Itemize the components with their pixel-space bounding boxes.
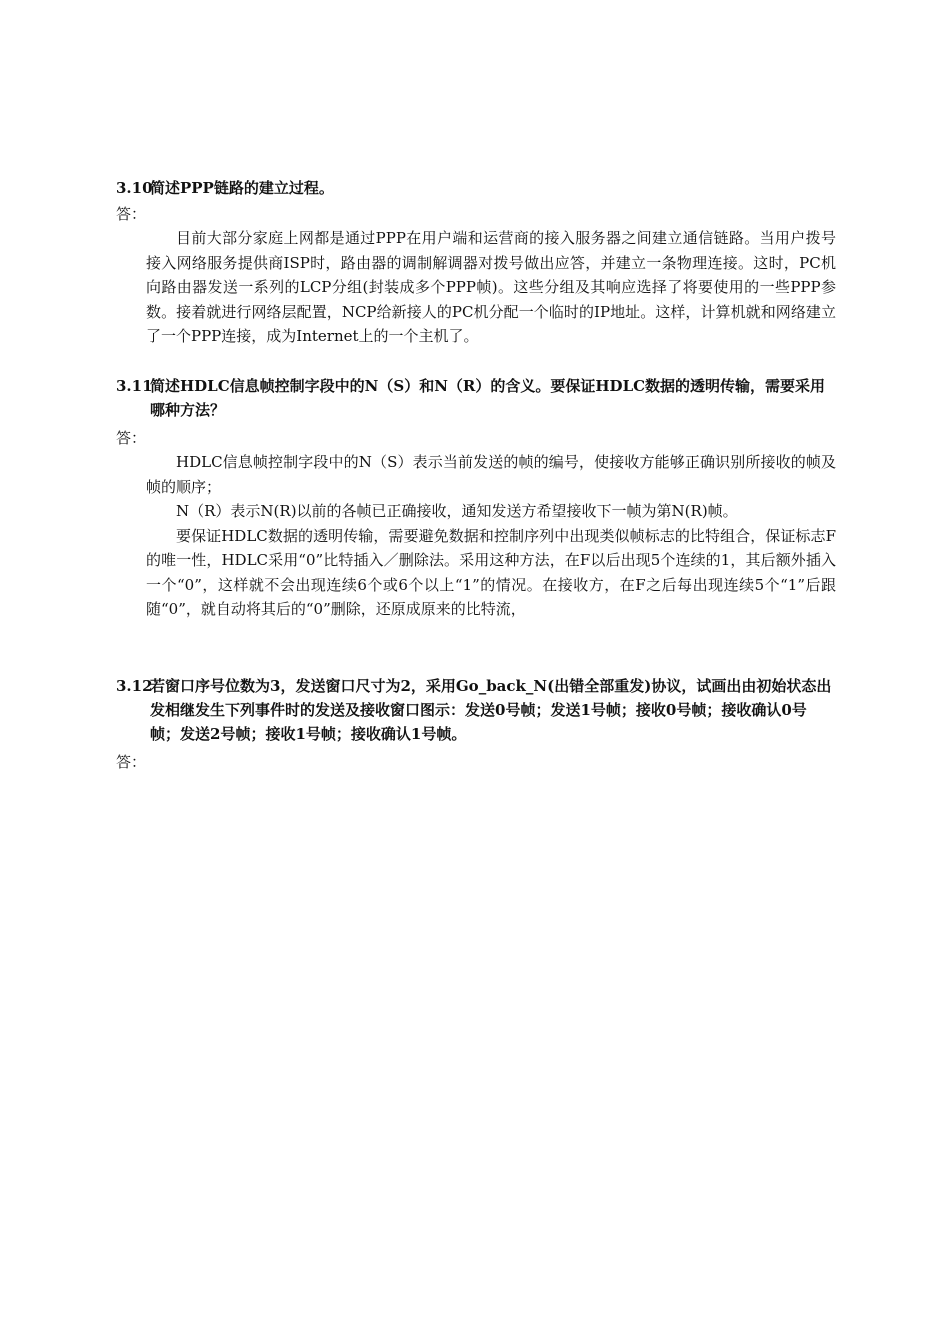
- answer-paragraph: 目前大部分家庭上网都是通过PPP在用户端和运营商的接入服务器之间建立通信链路。当用户拨号接入网络服务提供商ISP时，路由器的调制解调器对拨号做出应答，并建立一条物理连接。这时，PC机向路由器发送一系列的LCP分组(封装成多个PPP帧)。这些分组及其响应选择了将要使用的一些PPP参数。接着就进行网络层配置，NCP给新接人的PC机分配一个临时的IP地址。这样，计算机就和网络建立了一个PPP连接，成为Internet上的一个主机了。: [146, 229, 836, 345]
- answer-label: 答：: [116, 429, 147, 447]
- question-3-12: [116, 674, 836, 746]
- answer-3-10: [146, 226, 836, 349]
- answer-paragraph: HDLC信息帧控制字段中的N（S）表示当前发送的帧的编号，使接收方能够正确识别所接收的帧及帧的顺序；: [146, 453, 836, 496]
- question-number: 3.11: [116, 377, 153, 395]
- question-3-10: [116, 176, 836, 200]
- question-title: 简述PPP链路的建立过程。: [150, 179, 334, 197]
- question-number: 3.12: [116, 677, 153, 695]
- question-number: 3.10: [116, 179, 153, 197]
- answer-paragraph: N（R）表示N(R)以前的各帧已正确接收，通知发送方希望接收下一帧为第N(R)帧。: [176, 502, 738, 520]
- answer-label: 答：: [116, 205, 147, 223]
- answer-3-11: [146, 450, 836, 622]
- question-3-11: [116, 374, 836, 422]
- question-title: 简述HDLC信息帧控制字段中的N（S）和N（R）的含义。要保证HDLC数据的透明传输，需要采用哪种方法？: [150, 377, 826, 419]
- answer-paragraph: 要保证HDLC数据的透明传输，需要避免数据和控制序列中出现类似帧标志的比特组合，保证标志F的唯一性，HDLC采用“0”比特插入／删除法。采用这种方法，在F以后出现5个连续的1，其后额外插入一个“0”，这样就不会出现连续6个或6个以上“1”的情况。在接收方，在F之后每出现连续5个“1”后跟随“0”，就自动将其后的“0”删除，还原成原来的比特流，: [146, 526, 836, 618]
- question-title: 若窗口序号位数为3，发送窗口尺寸为2，采用Go_back_N(出错全部重发)协议，试画出由初始状态出发相继发生下列事件时的发送及接收窗口图示：发送0号帧；发送1号帧；接收0号帧；接收确认0号帧；发送2号帧；接收1号帧；接收确认1号帧。: [150, 677, 832, 743]
- answer-label: 答：: [116, 753, 147, 771]
